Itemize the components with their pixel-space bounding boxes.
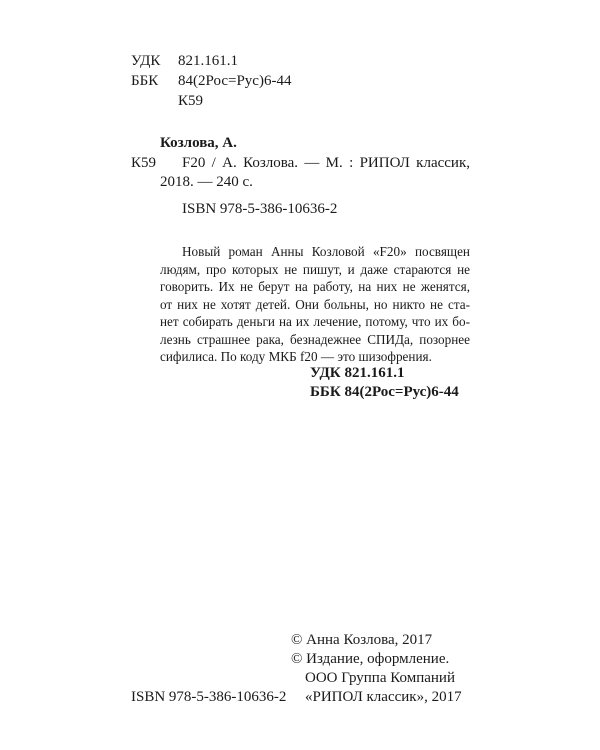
annotation-line: людям, про которых не пишут, и даже стараются не	[160, 261, 470, 277]
publisher-line-1: ООО Группа Компаний	[305, 670, 455, 686]
author-sign: К59	[131, 155, 157, 171]
author-name: Козлова, А.	[160, 135, 237, 151]
publisher-line-2: «РИПОЛ классик», 2017	[305, 689, 462, 705]
annotation-line: Новый роман Анны Козловой «F20» посвящен	[182, 244, 470, 259]
annotation-line: лезнь страшнее рака, безнадежнее СПИДа, позорнее	[160, 331, 470, 347]
annotation	[160, 243, 470, 366]
copyright-author: © Анна Козлова, 2017	[291, 632, 433, 648]
bbk-top-label: ББК	[131, 73, 159, 89]
description-line-1: F20 / А. Козлова. — М. : РИПОЛ классик,	[182, 155, 470, 171]
description-line-2: 2018. — 240 с.	[160, 174, 253, 190]
bbk-bold: ББК 84(2Рос=Рус)6-44	[310, 384, 459, 400]
author-sign-top: К59	[178, 93, 204, 109]
annotation-line: нет собирать деньги на их лечение, потому, что их бо-	[160, 314, 470, 329]
footer-isbn: ISBN 978-5-386-10636-2	[131, 689, 287, 705]
udk-top-value: 821.161.1	[178, 53, 238, 69]
copyright-edition: © Издание, оформление.	[291, 651, 450, 667]
udk-top-label: УДК	[131, 53, 161, 69]
annotation-line: от них не хотят детей. Они больны, но никто не ста-	[160, 296, 470, 312]
bbk-top-value: 84(2Рос=Рус)6-44	[178, 73, 292, 89]
annotation-line: сифилиса. По коду МКБ f20 — это шизофрения.	[160, 349, 432, 364]
entry-isbn: ISBN 978-5-386-10636-2	[182, 201, 338, 217]
udk-bold: УДК 821.161.1	[310, 365, 405, 381]
annotation-line: говорить. Их не берут на работу, на них не женятся,	[160, 279, 470, 294]
